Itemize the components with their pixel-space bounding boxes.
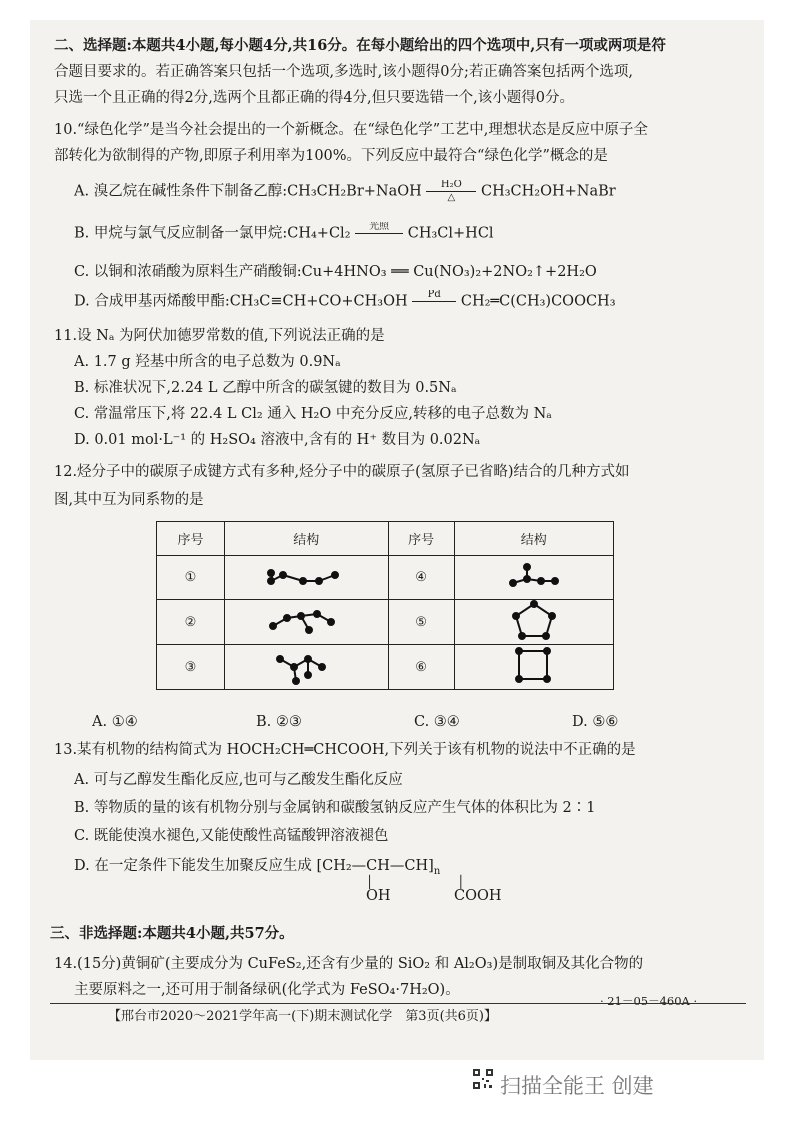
structure-5-cell	[454, 600, 613, 645]
q10-a-text: A. 溴乙烷在碱性条件下制备乙醇:CH₃CH₂Br+NaOH	[74, 183, 422, 200]
arrow-condition-bottom: △	[447, 192, 456, 203]
section2-header-line1: 二、选择题:本题共4小题,每小题4分,共16分。在每小题给出的四个选项中,只有一项或两项是符	[54, 37, 666, 54]
row-index: ⑤	[388, 600, 454, 645]
q13-stem: 13.某有机物的结构简式为 HOCH₂CH═CHCOOH,下列关于该有机物的说法中不正确的是	[54, 742, 636, 758]
section3-title: 三、非选择题:本题共4小题,共57分。	[50, 925, 294, 942]
row-index: ②	[157, 600, 225, 645]
carbon-skeleton-5-icon	[504, 600, 564, 640]
header-index: 序号	[388, 522, 454, 556]
paper-code: · 21－05－460A ·	[600, 994, 698, 1008]
polymer-oh: OH	[366, 888, 391, 904]
structure-3-cell	[224, 645, 388, 690]
carbon-skeleton-2-icon	[261, 602, 351, 638]
q12-option-d: D. ⑤⑥	[572, 714, 619, 730]
q10-d-text: D. 合成甲基丙烯酸甲酯:CH₃C≡CH+CO+CH₃OH	[74, 293, 408, 310]
carbon-skeleton-4-icon	[499, 559, 569, 593]
structure-4-cell	[454, 556, 613, 600]
q11-option-d: D. 0.01 mol·L⁻¹ 的 H₂SO₄ 溶液中,含有的 H⁺ 数目为 0.02Nₐ	[74, 432, 481, 448]
q10-b-text: B. 甲烷与氯气反应制备一氯甲烷:CH₄+Cl₂	[74, 225, 351, 242]
table-row	[157, 556, 614, 600]
q12-stem-line2: 图,其中互为同系物的是	[54, 492, 204, 508]
q12-option-c: C. ③④	[414, 714, 460, 730]
qr-code-icon	[472, 1068, 494, 1090]
row-index: ⑥	[388, 645, 454, 690]
q11-option-c: C. 常温常压下,将 22.4 L Cl₂ 通入 H₂O 中充分反应,转移的电子总数为 Nₐ	[74, 406, 552, 422]
table-header-row	[157, 522, 614, 556]
structure-table	[156, 521, 614, 690]
q13-d-text: D. 在一定条件下能发生加聚反应生成	[74, 858, 312, 874]
q12-option-a: A. ①④	[92, 714, 138, 730]
q10-stem-line1: 10.“绿色化学”是当今社会提出的一个新概念。在“绿色化学”工艺中,理想状态是反应中原子全	[54, 122, 648, 138]
arrow-condition-top: 光照	[369, 222, 390, 232]
section2-header-line3: 只选一个且正确的得2分,选两个且都正确的得4分,但只要选错一个,该小题得0分。	[54, 90, 575, 106]
q12-option-b: B. ②③	[256, 714, 302, 730]
q10-option-b	[74, 222, 754, 250]
carbon-skeleton-1-icon	[261, 561, 351, 591]
q12-stem-line1: 12.烃分子中的碳原子成键方式有多种,烃分子中的碳原子(氢原子已省略)结合的几种方式如	[54, 464, 630, 480]
q10-a-product: CH₃CH₂OH+NaBr	[481, 183, 616, 200]
polymer-n: n	[433, 865, 441, 877]
polymer-chain: CH₂—CH—CH	[322, 858, 429, 874]
q10-option-c: C. 以铜和浓硝酸为原料生产硝酸铜:Cu+4HNO₃ ══ Cu(NO₃)₂+2NO₂↑+2H₂O	[74, 264, 597, 280]
q10-d-product: CH₂═C(CH₃)COOCH₃	[460, 293, 616, 310]
q10-option-d	[74, 290, 754, 318]
reaction-arrow	[426, 180, 476, 203]
q10-option-a	[74, 180, 754, 208]
carbon-skeleton-6-icon	[509, 645, 559, 685]
q13-option-b: B. 等物质的量的该有机物分别与金属钠和碳酸氢钠反应产生气体的体积比为 2∶1	[74, 800, 596, 816]
q11-option-a: A. 1.7 g 羟基中所含的电子总数为 0.9Nₐ	[74, 354, 341, 370]
row-index: ④	[388, 556, 454, 600]
row-index: ①	[157, 556, 225, 600]
reaction-arrow	[355, 222, 403, 245]
header-structure: 结构	[224, 522, 388, 556]
table-row	[157, 645, 614, 690]
polymer-cooh: COOH	[454, 888, 502, 904]
reaction-arrow	[412, 290, 456, 313]
section2-header-line2: 合题目要求的。若正确答案只包括一个选项,多选时,该小题得0分;若正确答案包括两个选项,	[54, 64, 633, 80]
table-row	[157, 600, 614, 645]
watermark-text: 扫描全能王 创建	[500, 1074, 654, 1098]
q13-option-c: C. 既能使溴水褪色,又能使酸性高锰酸钾溶液褪色	[74, 828, 389, 844]
arrow-condition-top: Pd	[427, 290, 441, 300]
structure-6-cell	[454, 645, 613, 690]
q14-line2: 主要原料之一,还可用于制备绿矾(化学式为 FeSO₄·7H₂O)。	[74, 982, 460, 998]
q10-b-product: CH₃Cl+HCl	[407, 225, 494, 242]
header-structure: 结构	[454, 522, 613, 556]
polymer-bracket-right: ]	[428, 858, 434, 874]
q10-stem-line2: 部转化为欲制得的产物,即原子利用率为100%。下列反应中最符合“绿色化学”概念的是	[54, 148, 608, 164]
q11-option-b: B. 标准状况下,2.24 L 乙醇中所含的碳氢键的数目为 0.5Nₐ	[74, 380, 457, 396]
structure-1-cell	[224, 556, 388, 600]
carbon-skeleton-3-icon	[266, 645, 346, 685]
q13-option-a: A. 可与乙醇发生酯化反应,也可与乙酸发生酯化反应	[74, 772, 403, 788]
arrow-condition-top: H₂O	[440, 180, 462, 190]
structure-2-cell	[224, 600, 388, 645]
footer-divider	[50, 1003, 746, 1004]
q11-stem: 11.设 Nₐ 为阿伏加德罗常数的值,下列说法正确的是	[54, 328, 385, 344]
polymer-bracket-left: [	[316, 858, 323, 874]
header-index: 序号	[157, 522, 225, 556]
polymer-branch-bonds: │ │	[366, 875, 465, 889]
q14-line1: 14.(15分)黄铜矿(主要成分为 CuFeS₂,还含有少量的 SiO₂ 和 Al₂O₃)是制取铜及其化合物的	[54, 956, 644, 972]
row-index: ③	[157, 645, 225, 690]
page-footer: 【邢台市2020～2021学年高一(下)期末测试化学 第3页(共6页)】	[108, 1009, 497, 1024]
